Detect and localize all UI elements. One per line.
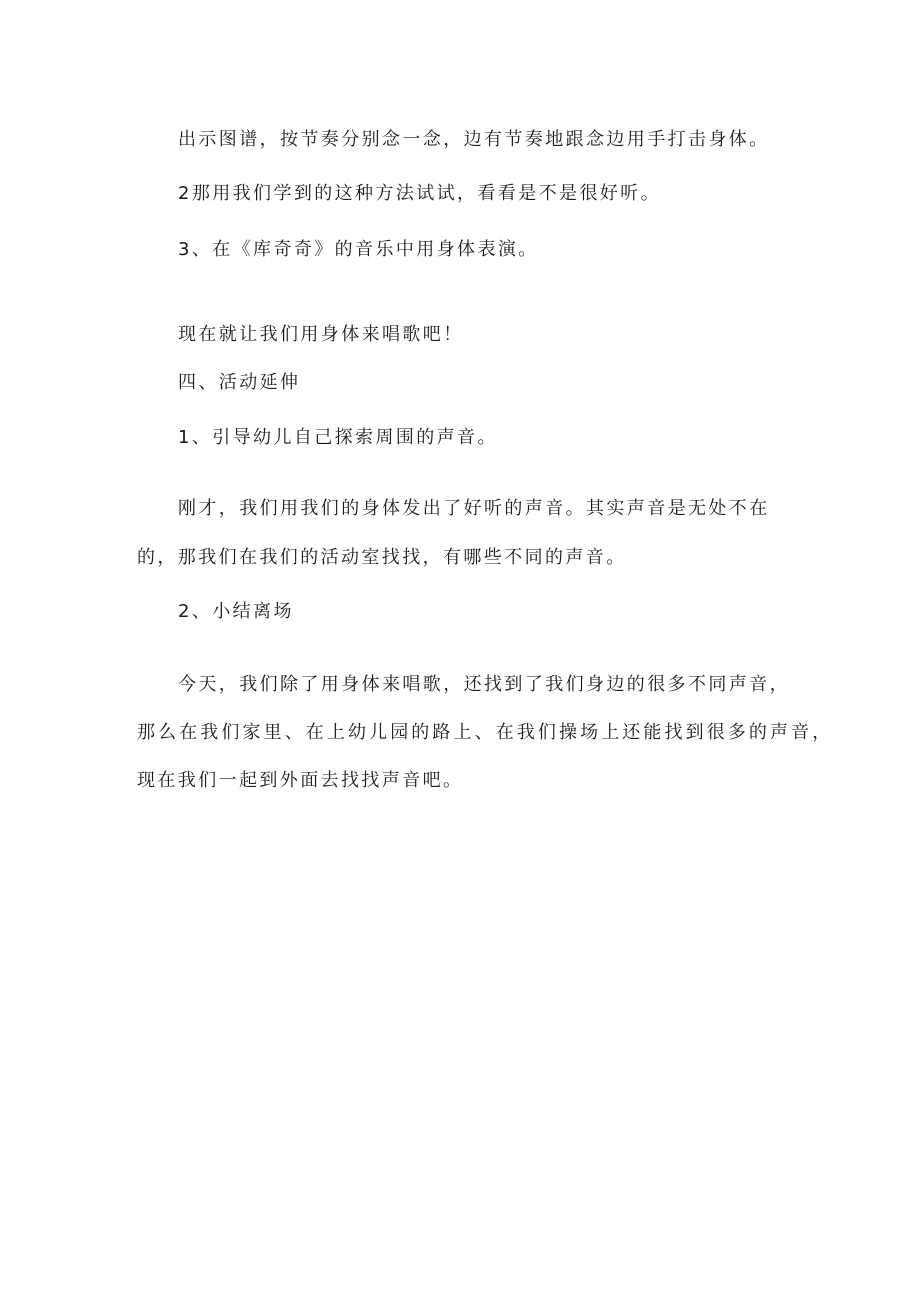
paragraph-line: 今天，我们除了用身体来唱歌，还找到了我们身边的很多不同声音， bbox=[178, 674, 790, 695]
paragraph-line: 2那用我们学到的这种方法试试，看看是不是很好听。 bbox=[178, 183, 662, 204]
paragraph-line: 的，那我们在我们的活动室找找，有哪些不同的声音。 bbox=[137, 547, 627, 568]
paragraph-line: 那么在我们家里、在上幼儿园的路上、在我们操场上还能找到很多的声音， bbox=[137, 722, 834, 743]
paragraph-line: 3、在《库奇奇》的音乐中用身体表演。 bbox=[178, 239, 539, 260]
paragraph-line: 1、引导幼儿自己探索周围的声音。 bbox=[178, 427, 498, 448]
section-heading: 四、活动延伸 bbox=[178, 372, 301, 393]
paragraph-line: 现在我们一起到外面去找找声音吧。 bbox=[137, 770, 464, 791]
paragraph-line: 刚才，我们用我们的身体发出了好听的声音。其实声音是无处不在 bbox=[178, 498, 770, 519]
paragraph-line: 出示图谱，按节奏分别念一念，边有节奏地跟念边用手打击身体。 bbox=[178, 129, 770, 150]
paragraph-line: 2、小结离场 bbox=[178, 601, 294, 622]
paragraph-line: 现在就让我们用身体来唱歌吧！ bbox=[178, 324, 464, 345]
